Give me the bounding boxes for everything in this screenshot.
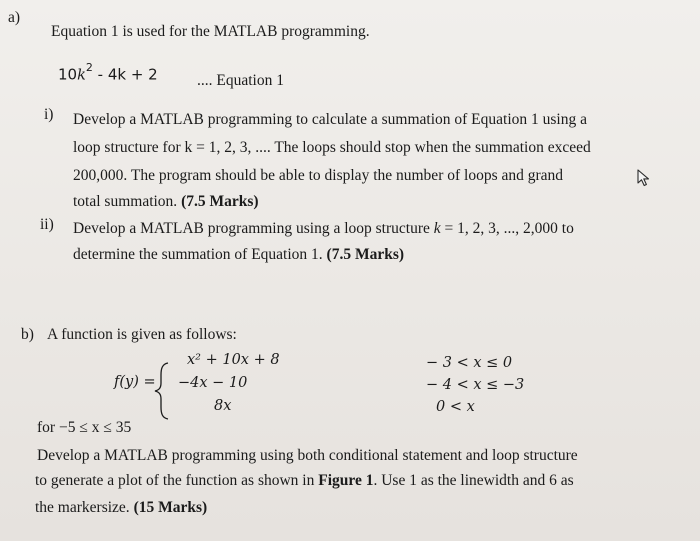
case1-expr: x² + 10x + 8 — [187, 352, 280, 368]
item-i-marks: (7.5 Marks) — [181, 193, 259, 210]
item-i-line2: loop structure for k = 1, 2, 3, .... The loops should stop when the summation exceed — [73, 139, 591, 156]
case2-expr: −4x − 10 — [178, 375, 248, 391]
item-ii-line2-text: determine the summation of Equation 1. — [73, 246, 327, 263]
equation-var: k — [77, 67, 86, 84]
item-i-line4-text: total summation. — [73, 193, 182, 210]
case3-condition: 0 < x — [436, 399, 475, 415]
case2-condition: − 4 < x ≤ −3 — [426, 377, 525, 393]
item-ii-marks: (7.5 Marks) — [326, 246, 405, 263]
left-brace-icon — [152, 361, 174, 421]
item-ii-line1-post: = 1, 2, 3, ..., 2,000 to — [440, 220, 574, 237]
equation-rest: - 4k + 2 — [92, 65, 158, 84]
part-a-label: a) — [8, 9, 21, 26]
equation-coef: 10 — [58, 65, 78, 84]
part-b-line1: Develop a MATLAB programming using both conditional statement and loop structure — [37, 447, 578, 464]
part-b-line2-post: . Use 1 as the linewidth and 6 as — [373, 472, 574, 489]
item-ii-line1-k: k — [433, 220, 441, 237]
part-b-label: b) — [21, 326, 34, 343]
case3-expr: 8x — [214, 398, 232, 414]
part-b-intro: A function is given as follows: — [47, 326, 237, 343]
part-a-intro: Equation 1 is used for the MATLAB programming. — [51, 23, 370, 40]
item-ii-line2 — [73, 245, 404, 264]
equation-1 — [58, 63, 158, 84]
part-b-line2 — [35, 471, 574, 490]
item-i-line4 — [73, 192, 259, 211]
item-ii-line1-pre: Develop a MATLAB programming using a loop structure — [73, 220, 434, 237]
equation-exponent: 2 — [85, 61, 93, 74]
part-b-line3-text: the markersize. — [35, 499, 134, 516]
equation-ref: .... Equation 1 — [197, 72, 284, 89]
figure-ref: Figure 1 — [318, 472, 374, 489]
part-b-marks: (15 Marks) — [133, 499, 208, 516]
case1-condition: − 3 < x ≤ 0 — [426, 355, 513, 371]
part-b-line2-pre: to generate a plot of the function as shown in — [35, 472, 319, 489]
item-i-line1: Develop a MATLAB programming to calculate a summation of Equation 1 using a — [73, 111, 587, 128]
domain-text: for −5 ≤ x ≤ 35 — [37, 419, 132, 436]
item-i-line3: 200,000. The program should be able to display the number of loops and grand — [73, 167, 564, 184]
item-i-label: i) — [44, 106, 54, 123]
mouse-cursor-icon — [636, 169, 652, 187]
item-ii-line1 — [73, 219, 574, 238]
item-ii-label: ii) — [40, 216, 54, 233]
function-lhs: f(y) = — [114, 374, 156, 390]
part-b-line3 — [35, 498, 207, 517]
